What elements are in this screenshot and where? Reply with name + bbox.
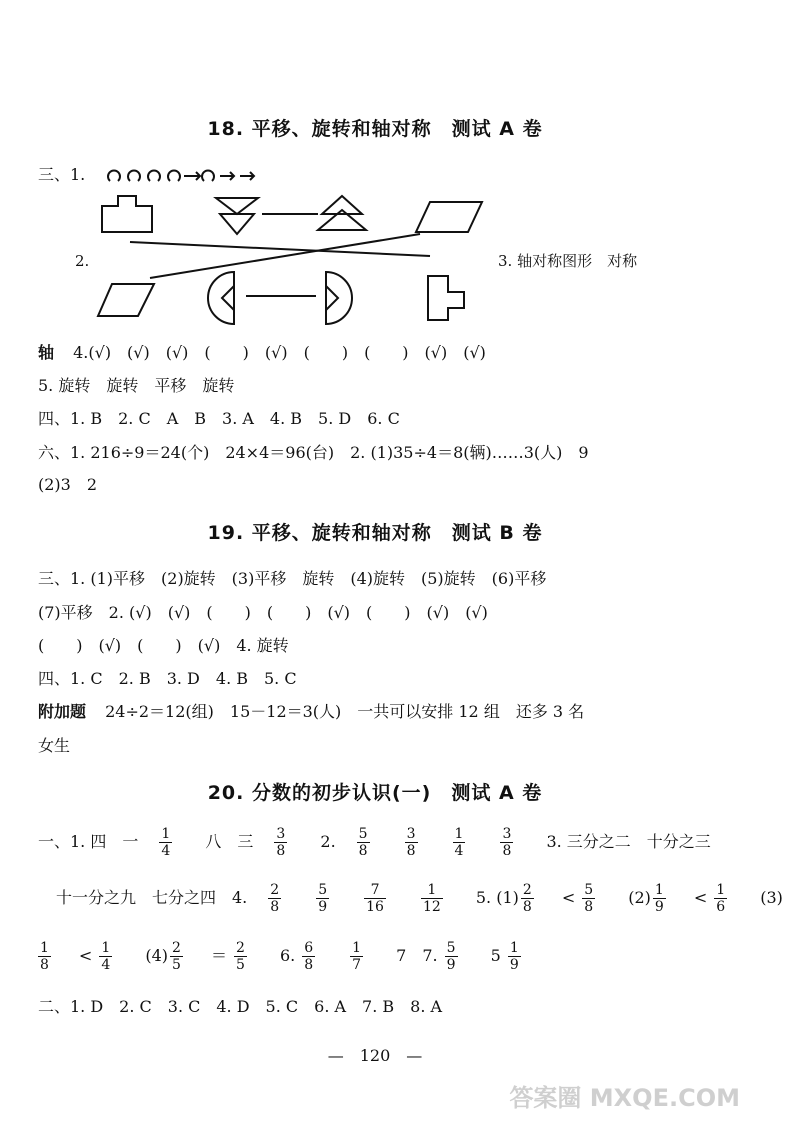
section-18-title: 18. 平移、旋转和轴对称 测试 A 卷 [207,118,543,140]
half-circle-right [326,272,352,324]
s18-line-1 [38,162,274,185]
s20-line-2 [56,882,797,915]
translation-arrow-icon [220,172,234,180]
fraction: $\frac{3}{8}$ [502,826,512,859]
s18-line-4 [38,340,500,363]
s19-line-2: (7)平移 2. (√) (√) ( ) ( ) (√) ( ) (√) (√) [38,603,488,622]
s20-line-3 [38,940,549,973]
rotation-arrow-icon [128,170,140,180]
parallelogram-top [416,202,482,232]
q3-answer: 3. 轴对称图形 对称 [498,252,638,270]
s19-line-3: ( ) (√) ( ) (√) 4. 旋转 [38,636,289,655]
s20-l2-text: 5. (1) [475,888,519,907]
s20-l2-text: (3) [760,888,783,907]
translation-arrow-icon [184,172,200,180]
rotation-arrow-icon [108,170,120,180]
half-circle-left [208,272,234,324]
s18-line-4-axis: 轴 [38,343,55,362]
fraction: $\frac{1}{12}$ [422,882,441,915]
s18-line-1-label: 三、1. [38,165,86,184]
less-than-sign: < [561,888,576,907]
fraction: $\frac{3}{8}$ [406,826,416,859]
extra-question-answer: 24÷2＝12(组) 15－12＝3(人) 一共可以安排 12 组 还多 3 名 [105,702,585,721]
rotation-arrow-icon [168,170,180,180]
fraction: $\frac{1}{9}$ [654,882,664,915]
s18-line-4-answers: 4.(√) (√) (√) ( ) (√) ( ) ( ) (√) (√) [73,343,486,362]
fraction: $\frac{7}{16}$ [366,882,384,915]
fraction: $\frac{5}{8}$ [584,882,594,915]
rotation-arrow-icon [148,170,160,180]
matching-shapes-diagram [90,192,490,332]
s19-line-5 [38,699,598,722]
s20-l1-text: 3. 三分之二 十分之三 [546,832,711,851]
s20-l2-text: (2) [628,888,651,907]
equal-sign: ＝ [210,946,227,965]
fraction: $\frac{5}{9}$ [446,940,456,973]
s20-l3-text: 5 [490,946,501,965]
fraction: $\frac{2}{8}$ [270,882,280,915]
s20-l3-text: 7 7. [396,946,438,965]
fraction: $\frac{1}{4}$ [101,940,111,973]
s18-line-7: 六、1. 216÷9＝24(个) 24×4＝96(台) 2. (1)35÷4＝8(辆)……3(人) 9 [38,443,589,462]
s20-line-4: 二、1. D 2. C 3. C 4. D 5. C 6. A 7. B 8. A [38,997,443,1016]
s20-l1-text: 一、1. 四 一 [38,832,139,851]
fraction: $\frac{3}{8}$ [276,826,286,859]
s18-line-8: (2)3 2 [38,475,98,494]
s20-l3-text: 6. [279,946,296,965]
s20-line-1 [38,826,725,859]
fraction: $\frac{5}{8}$ [358,826,368,859]
watermark: 答案圈 MXQE.COM [509,1084,740,1112]
fraction: $\frac{2}{8}$ [522,882,532,915]
fraction: $\frac{1}{9}$ [509,940,519,973]
s20-l2-text: 十一分之九 七分之四 4. [56,888,248,907]
fraction: $\frac{1}{8}$ [40,940,49,973]
fraction: $\frac{2}{5}$ [172,940,181,973]
page-number: — 120 — [327,1046,423,1065]
s19-line-4: 四、1. C 2. B 3. D 4. B 5. C [38,669,297,688]
less-than-sign: < [693,888,708,907]
fraction: $\frac{6}{8}$ [304,940,314,973]
s19-line-6: 女生 [38,736,71,755]
double-triangle-up [318,196,366,230]
less-than-sign: < [78,946,93,965]
fraction: $\frac{1}{7}$ [352,940,362,973]
fraction: $\frac{2}{5}$ [235,940,245,973]
fraction: $\frac{5}{9}$ [318,882,328,915]
s20-l1-text: 2. [320,832,336,851]
q2-label: 2. [75,252,90,270]
fraction: $\frac{1}{4}$ [161,826,171,859]
rotation-arrows-diagram [104,167,274,185]
parallelogram-bottom [98,284,154,316]
house-shape-bottom [428,276,464,320]
rotation-arrow-icon [202,170,214,180]
section-19-title: 19. 平移、旋转和轴对称 测试 B 卷 [207,522,543,544]
s18-line-5: 5. 旋转 旋转 平移 旋转 [38,376,235,395]
house-shape-top [102,196,152,232]
s20-l3-text: (4) [145,946,169,965]
extra-question-label: 附加题 [38,702,87,721]
s18-line-6: 四、1. B 2. C A B 3. A 4. B 5. D 6. C [38,409,400,428]
s19-line-1: 三、1. (1)平移 (2)旋转 (3)平移 旋转 (4)旋转 (5)旋转 (6)平移 [38,569,547,588]
section-20-title: 20. 分数的初步认识(一) 测试 A 卷 [207,782,543,804]
fraction: $\frac{1}{4}$ [454,826,464,859]
translation-arrow-icon [240,172,254,180]
match-line-2 [130,242,430,256]
fraction: $\frac{1}{6}$ [716,882,726,915]
double-triangle-down [216,198,258,234]
s20-l1-text: 八 三 [205,832,254,851]
match-line-3 [150,234,420,278]
